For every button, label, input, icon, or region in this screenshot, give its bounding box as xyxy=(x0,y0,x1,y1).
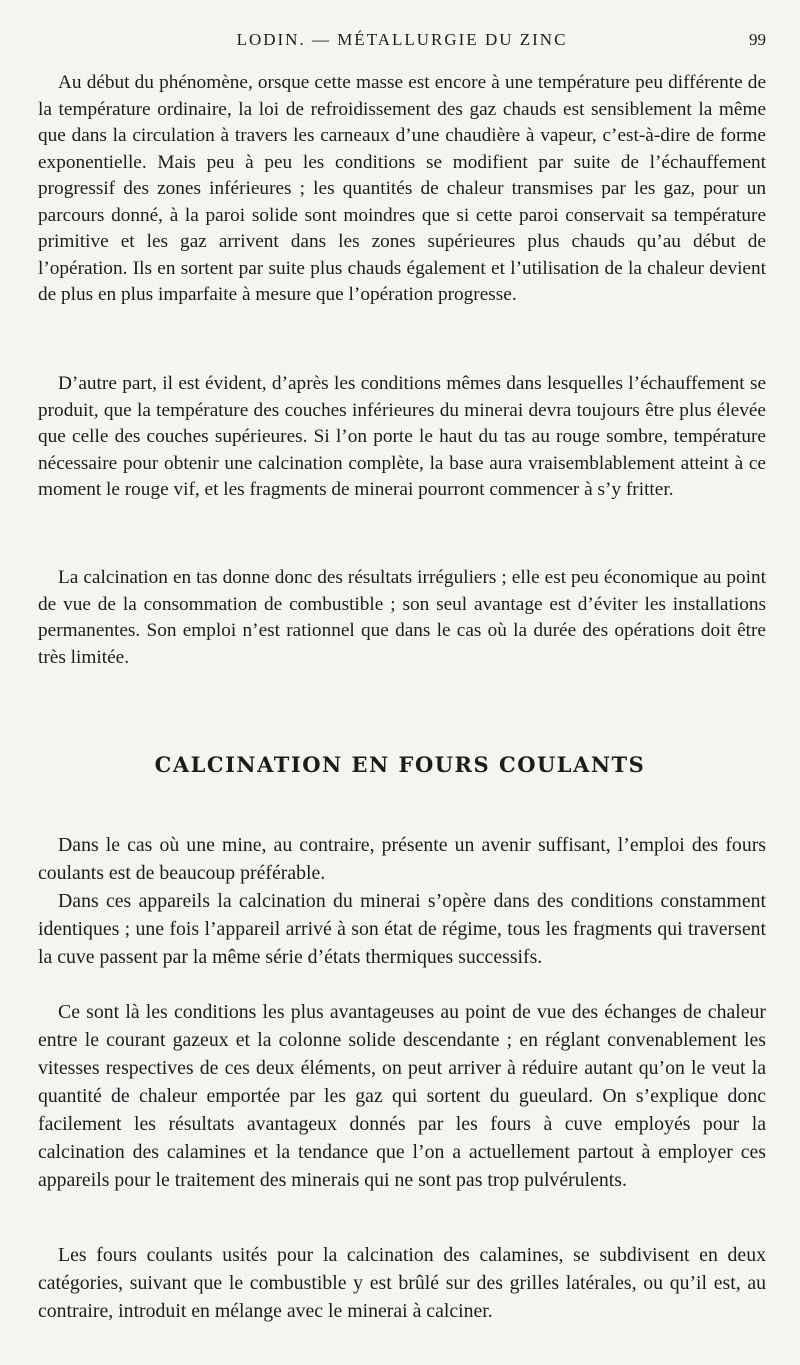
running-header xyxy=(38,30,766,56)
paragraph: Au début du phénomène, orsque cette masse est encore à une température peu différente de la température ordinaire, la loi de refroidissement des gaz chauds est sensiblement la même que dans la circulation à travers les carneaux d’une chaudière à vapeur, c’est-à-dire de forme exponentielle. Mais peu à peu les conditions se modifient par suite de l’échauffement progressif des zones inférieures ; les quantités de chaleur transmises par les gaz, pour un parcours donné, à la paroi solide sont moindres que si cette paroi conservait sa température primitive et les gaz arrivent dans les zones supérieures plus chauds qu’au début de l’opération. Ils en sortent par suite plus chauds également et l’utilisation de la chaleur devient de plus en plus imparfaite à mesure que l’opération progresse. xyxy=(38,72,766,305)
paragraph: D’autre part, il est évident, d’après les conditions mêmes dans lesquelles l’échauffement se produit, que la température des couches inférieures du minerai devra toujours être plus élevée que celle des couches supérieures. Si l’on porte le haut du tas au rouge sombre, température nécessaire pour obtenir une calcination complète, la base aura vraisemblablement atteint à ce moment le rouge vif, et les fragments de minerai pourront commencer à s’y fritter. xyxy=(38,373,766,500)
paragraph: Dans le cas où une mine, au contraire, présente un avenir suffisant, l’emploi des fours coulants est de beaucoup préférable. xyxy=(38,834,766,884)
paragraph: Les fours coulants usités pour la calcination des calamines, se subdivisent en deux catégories, suivant que le combustible y est brûlé sur des grilles latérales, ou qu’il est, au contraire, introduit en mélange avec le minerai à calciner. xyxy=(38,1244,766,1322)
paragraph-block xyxy=(38,565,766,671)
running-title: LODIN. — MÉTALLURGIE DU ZINC xyxy=(236,30,568,49)
paragraph-block xyxy=(38,70,766,309)
paragraph: La calcination en tas donne donc des résultats irréguliers ; elle est peu économique au point de vue de la consommation de combustible ; son seul avantage est d’éviter les installations permanentes. Son emploi n’est rationnel que dans le cas où la durée des opérations doit être très limitée. xyxy=(38,567,766,668)
paragraph-block xyxy=(38,887,766,971)
paragraph-block xyxy=(38,371,766,504)
section-heading: CALCINATION EN FOURS COULANTS xyxy=(154,752,646,777)
paragraph: Ce sont là les conditions les plus avantageuses au point de vue des échanges de chaleur entre le courant gazeux et la colonne solide descendante ; en réglant convenablement les vitesses respectives de ces deux éléments, on peut arriver à réduire autant qu’on le veut la quantité de chaleur emportée par les gaz qui sortent du gueulard. On s’explique donc facilement les résultats avantageux donnés par les fours à cuve employés pour la calcination des calamines et la tendance que l’on a actuellement partout à employer ces appareils pour le traitement des minerais qui ne sont pas trop pulvérulents. xyxy=(38,1001,766,1191)
paragraph-block xyxy=(38,998,766,1194)
paragraph-block xyxy=(38,1241,766,1325)
paragraph: Dans ces appareils la calcination du minerai s’opère dans des conditions constamment identiques ; une fois l’appareil arrivé à son état de régime, tous les fragments qui traversent la cuve passent par la même série d’états thermiques successifs. xyxy=(38,890,766,968)
paragraph-block xyxy=(38,831,766,887)
page-number: 99 xyxy=(749,30,766,49)
